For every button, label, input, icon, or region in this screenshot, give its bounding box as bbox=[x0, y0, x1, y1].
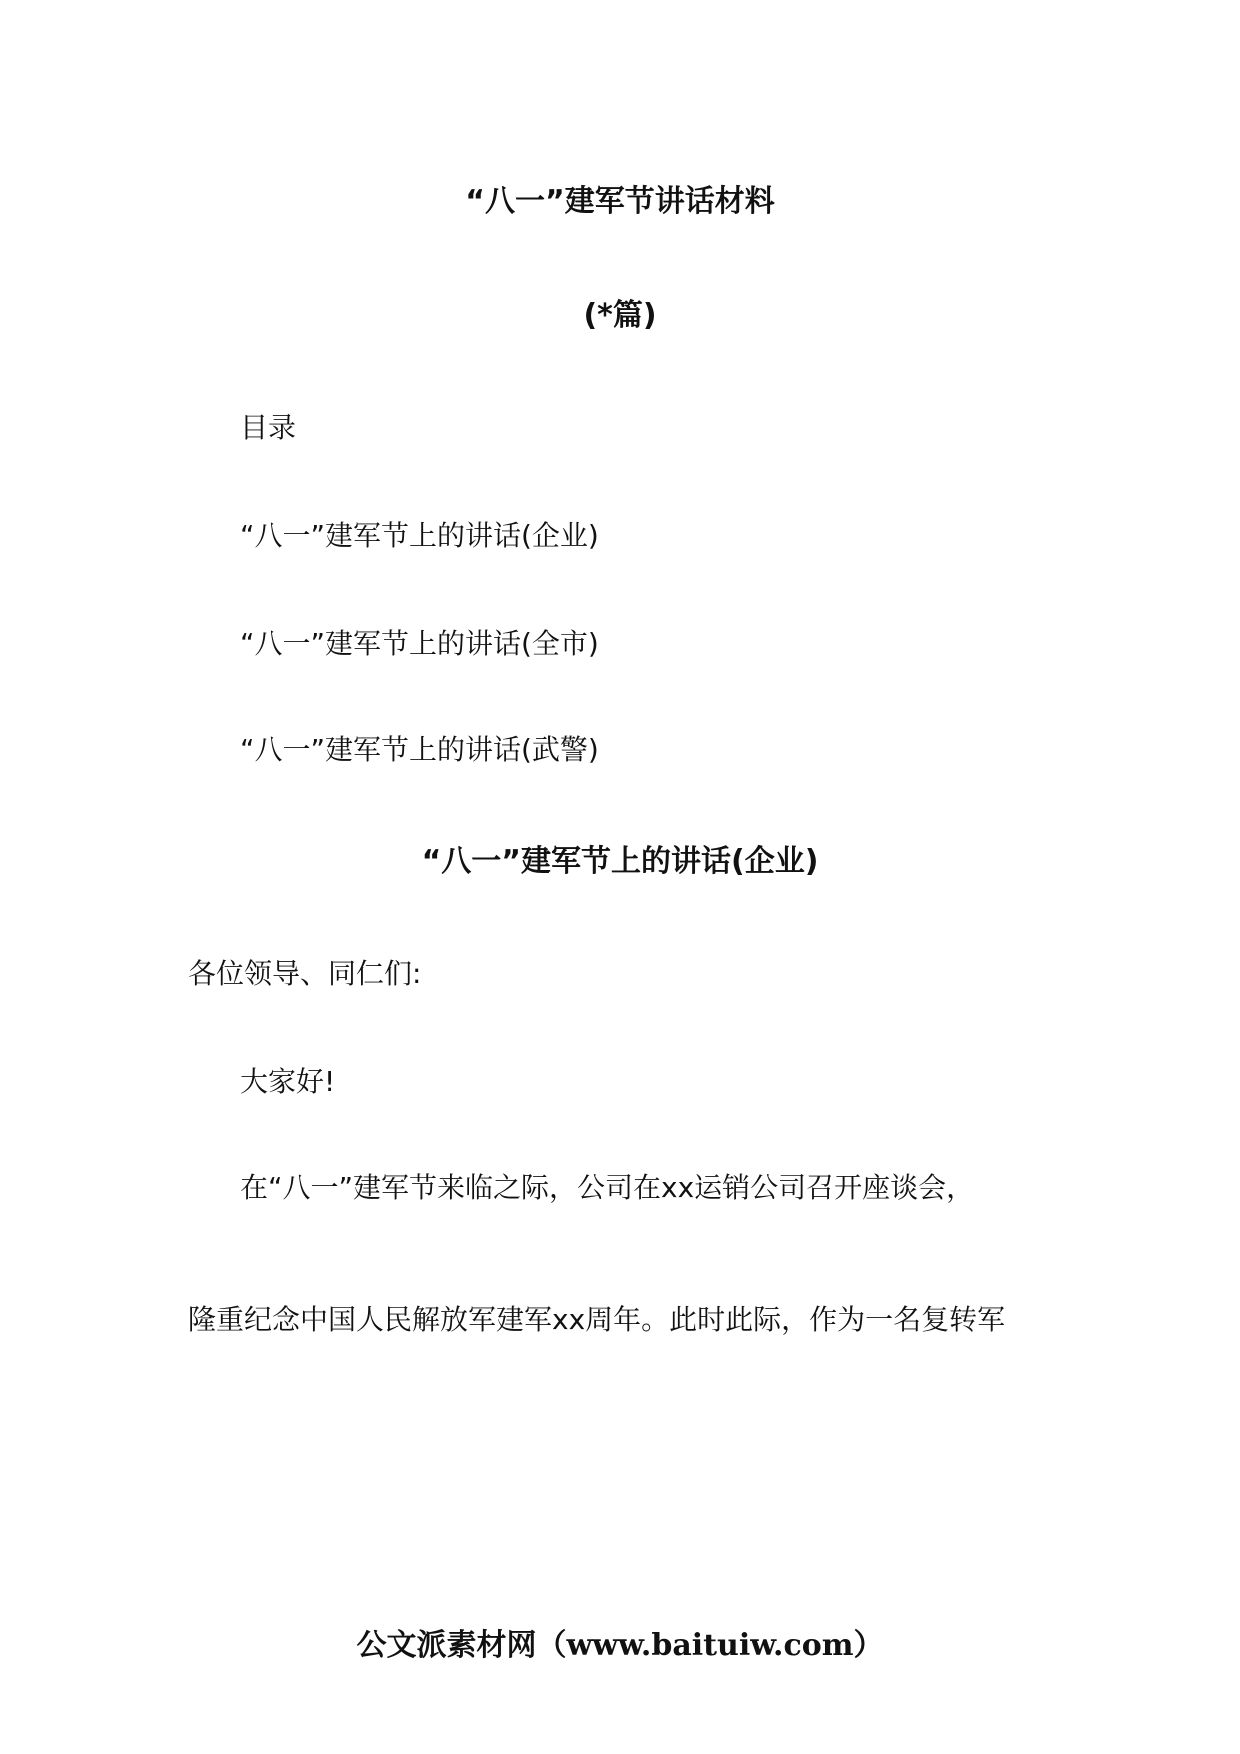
toc-item: “八一”建军节上的讲话(武警) bbox=[240, 733, 599, 766]
toc-heading: 目录 bbox=[240, 411, 297, 444]
toc-item: “八一”建军节上的讲话(全市) bbox=[240, 627, 599, 660]
paragraph-line: 在“八一”建军节来临之际，公司在xx运销公司召开座谈会， bbox=[240, 1171, 975, 1204]
paragraph-line: 隆重纪念中国人民解放军建军xx周年。此时此际，作为一名复转军 bbox=[188, 1303, 1006, 1336]
document-title: “八一”建军节讲话材料 bbox=[465, 184, 775, 219]
greeting: 大家好! bbox=[240, 1065, 336, 1098]
section-title: “八一”建军节上的讲话(企业) bbox=[421, 844, 819, 879]
toc-item: “八一”建军节上的讲话(企业) bbox=[240, 519, 599, 552]
document-subtitle: (*篇) bbox=[583, 298, 657, 333]
salutation: 各位领导、同仁们: bbox=[188, 957, 422, 990]
footer-watermark: 公文派素材网（www.baituiw.com） bbox=[356, 1628, 884, 1663]
